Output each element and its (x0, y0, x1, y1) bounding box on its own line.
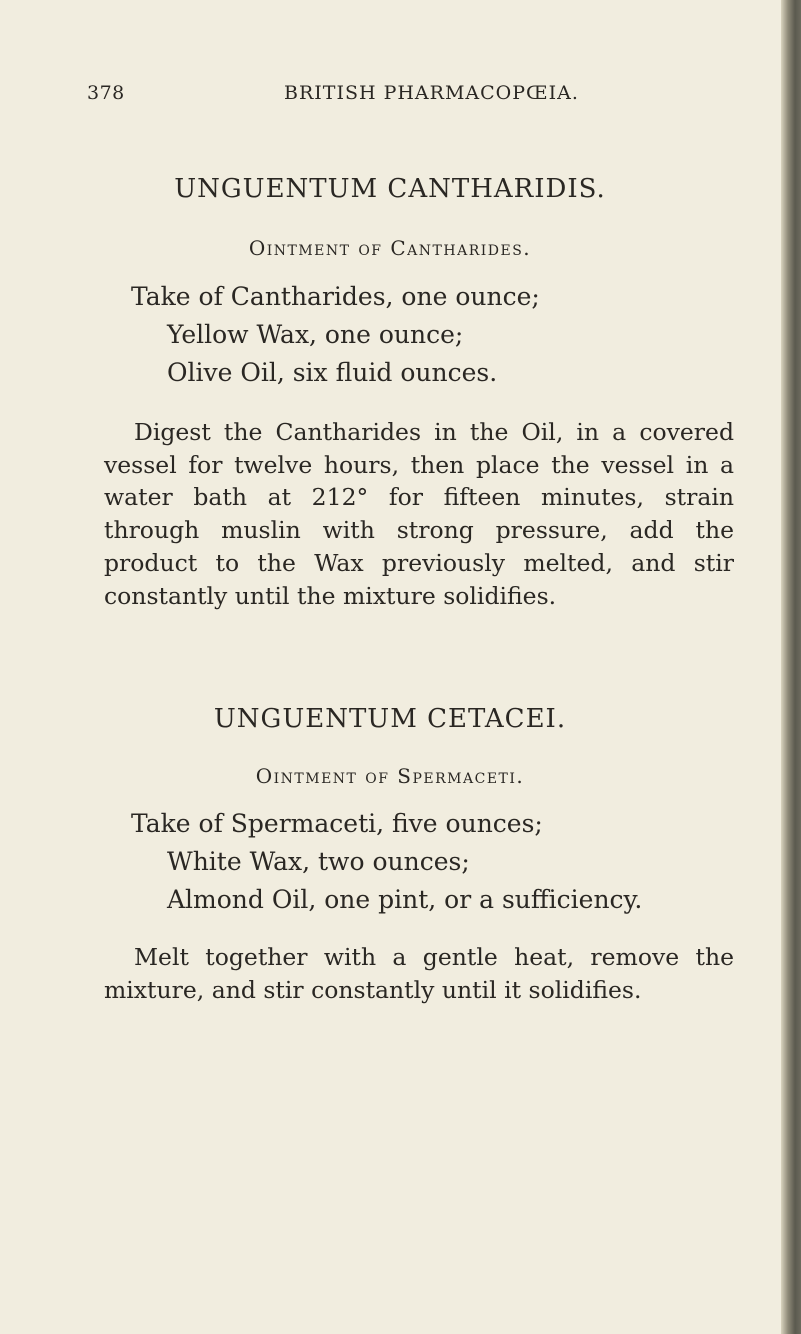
page-edge-shadow (781, 0, 801, 1334)
section-subtitle-cantharidis: Ointment of Cantharides. (248, 236, 532, 260)
ingredient-line: Take of Cantharides, one ounce; (131, 282, 540, 311)
directions-text: Digest the Cantharides in the Oil, in a covered vessel for twelve hours, then place the vessel in a water bath at 212° for fifteen minutes, strain through muslin with strong pressure, add the product to the Wax previously melted, and stir constantly until the mixture solidifies. (104, 418, 734, 610)
directions-paragraph (104, 416, 734, 612)
ingredient-line: Take of Spermaceti, five ounces; (131, 809, 543, 838)
ingredient-line: Olive Oil, six fluid ounces. (167, 358, 498, 387)
ingredient-line: Yellow Wax, one ounce; (167, 320, 464, 349)
running-title: BRITISH PHARMACOPŒIA. (284, 82, 579, 104)
ingredient-line: White Wax, two ounces; (167, 847, 470, 876)
ingredient-line: Almond Oil, one pint, or a sufficiency. (167, 885, 643, 914)
section-title-cantharidis: UNGUENTUM CANTHARIDIS. (174, 174, 606, 204)
section-title-cetacei: UNGUENTUM CETACEI. (213, 704, 567, 734)
directions-paragraph (104, 941, 734, 1006)
running-head (0, 82, 780, 112)
directions-text: Melt together with a gentle heat, remove the mixture, and stir constantly until it solidifies. (104, 943, 734, 1004)
section-subtitle-cetacei: Ointment of Spermaceti. (255, 764, 525, 788)
page-number: 378 (87, 82, 125, 104)
